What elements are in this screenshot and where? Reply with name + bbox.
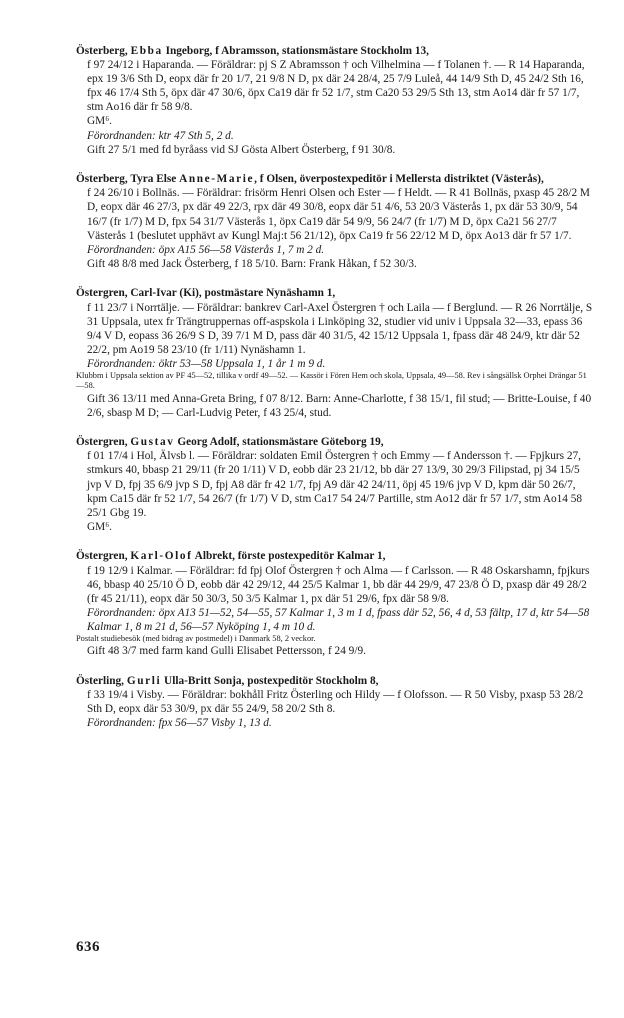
page-number: 636 bbox=[76, 939, 100, 955]
entry-heading: Österberg, Tyra Else Anne-Marie, f Olsen, överpostexpeditör i Mellersta distriktet (Västerås), bbox=[76, 173, 544, 186]
entry-text: f 24 26/10 i Bollnäs. — Föräldrar: frisörm Henri Olsen och Ester — f Heldt. — R 41 Bollnäs, pxasp 45 28/2 M D, eopx där 46 27/3, px där 49 22/3, rpx där 49 30/8, eopx där 51 4/6, 53 20/3 Västerås 1, px där 53 30/9, 54 16/7 (fr 1/7) M D, fpx 54 31/7 Västerås 1, öpx Ca19 där 54 9/9, 56 24/7 (fr 1/7) M D, öpx Ca21 56 27/7 Västerås 1 (beslutet upphävt av Kungl Maj:t 56 21/12), öpx Ca19 fr 56 22/12 M D, öpx Ao13 där fr 57 1/7. bbox=[87, 187, 590, 242]
biography-entry bbox=[76, 286, 594, 419]
biography-entry bbox=[76, 549, 594, 658]
entry-marriage: Gift 48 3/7 med farm kand Gulli Elisabet Pettersson, f 24 9/9. bbox=[87, 645, 366, 658]
biography-entry bbox=[76, 435, 594, 534]
biography-entry bbox=[76, 172, 594, 271]
entry-appointments: Förordnanden: öpx A15 56—58 Västerås 1, 7 m 2 d. bbox=[87, 243, 325, 256]
entry-heading: Österberg, Ebba Ingeborg, f Abramsson, stationsmästare Stockholm 13, bbox=[76, 45, 429, 57]
entry-heading: Östergren, Karl-Olof Albrekt, förste postexpeditör Kalmar 1, bbox=[76, 550, 386, 563]
entry-marriage: Gift 48 8/8 med Jack Österberg, f 18 5/10. Barn: Frank Håkan, f 52 30/3. bbox=[87, 257, 417, 270]
entry-heading: Österling, Gurli Ulla-Britt Sonja, postexpeditör Stockholm 8, bbox=[76, 674, 379, 687]
entry-heading: Östergren, Gustav Georg Adolf, stationsmästare Göteborg 19, bbox=[76, 436, 384, 449]
entry-associations: Klubbm i Uppsala sektion av PF 45—52, tillika v ordf 49—52. — Kassör i Fören Hem och skola, Uppsala, 49—58. Rev i sångsällsk Orphei Drängar 51—58. bbox=[76, 370, 587, 391]
entry-text: f 19 12/9 i Kalmar. — Föräldrar: fd fpj Olof Östergren † och Alma — f Carlsson. — R 48 Oskarshamn, fpjkurs 46, bbasp 40 25/10 Ö D, eobb där 42 29/12, 44 25/5 Kalmar 1, bb där 44 29/9, 47 23/8 Ö D, pxasp där 49 28/2 (fr 45 21/11), eopx där 50 30/3, 50 3/5 Kalmar 1, px där 51 29/6, fpx där 58 9/8. bbox=[87, 564, 590, 605]
entry-appointments: Förordnanden: öpx A13 51—52, 54—55, 57 Kalmar 1, 3 m 1 d, fpass där 52, 56, 4 d, 53 fältp, 17 d, ktr 54—58 Kalmar 1, 8 m 21 d, 56—57 Nyköping 1, 4 m 10 d. bbox=[87, 606, 590, 633]
entry-marriage: Gift 36 13/11 med Anna-Greta Bring, f 07 8/12. Barn: Anne-Charlotte, f 38 15/1, fil stud; — Britte-Louise, f 40 2/6, sbasp M D; — Carl-Ludvig Peter, f 43 25/4, stud. bbox=[87, 392, 592, 419]
entry-appointments: Förordnanden: fpx 56—57 Visby 1, 13 d. bbox=[87, 717, 272, 730]
entry-text: f 33 19/4 i Visby. — Föräldrar: bokhåll Fritz Österling och Hildy — f Olofsson. — R 50 Visby, pxasp 53 28/2 Sth D, eopx där 53 30/9, px där 55 24/9, 58 20/2 Sth 8. bbox=[87, 688, 584, 716]
biography-entry bbox=[76, 44, 594, 157]
entry-marriage: Gift 27 5/1 med fd byråass vid SJ Gösta Albert Österberg, f 91 30/8. bbox=[87, 143, 396, 156]
entry-appointments: Förordnanden: öktr 53—58 Uppsala 1, 1 år 1 m 9 d. bbox=[87, 357, 326, 370]
entry-text: GM⁶. bbox=[87, 520, 112, 533]
biography-entry bbox=[76, 674, 594, 730]
entry-heading: Östergren, Carl-Ivar (Ki), postmästare Nynäshamn 1, bbox=[76, 287, 336, 300]
entry-appointments: Förordnanden: ktr 47 Sth 5, 2 d. bbox=[87, 129, 234, 142]
entry-text: GM⁶. bbox=[87, 115, 112, 128]
entry-text: f 01 17/4 i Hol, Älvsb l. — Föräldrar: soldaten Emil Östergren † och Emmy — f Andersson †. — Fpjkurs 27, stmkurs 40, bbasp 21 29/11 (fr 20 1/11) V D, eobb där 23 21/12, bb där 27 13/9, 30 29/3 Filipstad, pj 34 15/5 jvp V D, fpj 35 6/9 jvp S D, fpj A8 där fr 42 1/7, fpj A9 där 42 24/11, öpj 45 19/6 jvp V D, kpm där 50 26/7, kpm Ca15 där fr 52 1/7, 54 26/7 (fr 1/7) V D, stm Ca17 54 24/7 Partille, stm Ao12 där fr 57 1/7, stm Ao14 58 25/1 Gbg 19. bbox=[87, 450, 583, 519]
entry-text: f 97 24/12 i Haparanda. — Föräldrar: pj S Z Abramsson † och Vilhelmina — f Tolanen †. — R 14 Haparanda, epx 19 3/6 Sth D, eopx där fr 20 1/7, 21 9/8 N D, px där 24 28/4, 25 7/9 Luleå, 44 14/9 Sth D, 45 24/2 Sth 16, fpx 46 17/4 Sth 5, öpx där 47 30/6, öpx Ca19 där fr 52 1/7, stm Ca20 53 29/5 Sth 13, stm Ao14 där fr 57 1/7, stm Ao16 där fr 58 9/8. bbox=[87, 59, 585, 114]
entry-text: f 11 23/7 i Norrtälje. — Föräldrar: bankrev Carl-Axel Östergren † och Laila — f Berglund. — R 26 Norrtälje, S 31 Uppsala, utex fr Trängtruppernas off-aspskola i Linköping 32, studier vid univ i Uppsala 32—33, epass 36 9/4 V D, eopass 36 26/9 S D, 39 7/1 M D, pass där 40 31/5, 42 15/12 Uppsala 1, fpass där 48 24/9, ktr där 52 22/2, pm Ao19 58 23/10 (fr 1/11) Nynäshamn 1. bbox=[87, 301, 593, 356]
entry-study-visit: Postalt studiebesök (med bidrag av postmedel) i Danmark 58, 2 veckor. bbox=[76, 633, 316, 643]
